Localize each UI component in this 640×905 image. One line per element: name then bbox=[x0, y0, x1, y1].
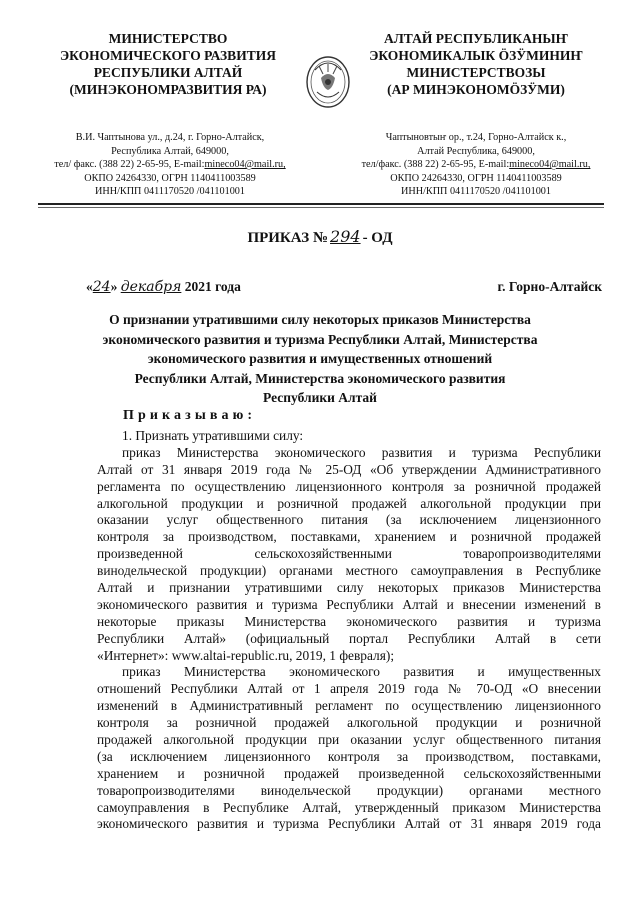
order-date bbox=[86, 279, 241, 295]
address-line: ИНН/КПП 0411170520 /041101001 bbox=[401, 186, 551, 198]
date-month: декабря bbox=[120, 279, 182, 295]
phone-fax: тел/ факс. (388 22) 2-65-95, E-mail: bbox=[54, 159, 205, 171]
body-line: хранением и розничной продажей произведенной сельскохозяйственными bbox=[97, 765, 601, 781]
body-line: регламента по осуществлению лицензионного контроля за розничной продажей bbox=[97, 478, 601, 494]
header-right-line: ЭКОНОМИКАЛЫК ӦЗӰМИНИҤ bbox=[369, 48, 583, 63]
body-line: контроля за производством, поставками, хранением и розничной продажей bbox=[97, 529, 601, 545]
header-left-line: (МИНЭКОНОМРАЗВИТИЯ РА) bbox=[69, 82, 267, 97]
coat-of-arms-emblem bbox=[303, 52, 353, 110]
body-line: винодельческой продукции) органами местного самоуправления в Республике bbox=[97, 563, 601, 579]
address-contact-line bbox=[326, 158, 626, 172]
order-subject bbox=[60, 310, 580, 408]
date-close-quote: » bbox=[110, 279, 118, 294]
header-left-line: ЭКОНОМИЧЕСКОГО РАЗВИТИЯ bbox=[60, 48, 276, 63]
address-line: ОКПО 24264330, ОГРН 1140411003589 bbox=[84, 172, 256, 184]
email-link[interactable]: mineco04@mail.ru, bbox=[509, 159, 591, 171]
address-line: Республика Алтай, 649000, bbox=[111, 145, 229, 157]
header-divider bbox=[38, 203, 604, 205]
header-right-line: АЛТАЙ РЕСПУБЛИКАНЫҤ bbox=[383, 31, 569, 46]
header-left-line: РЕСПУБЛИКИ АЛТАЙ bbox=[93, 65, 243, 80]
body-line: продажей алкогольной продукции при оказании услуг общественного питания bbox=[97, 732, 601, 748]
order-prefix: ПРИКАЗ № bbox=[247, 230, 329, 246]
address-line: ИНН/КПП 0411170520 /041101001 bbox=[95, 186, 245, 198]
body-line: «Интернет»: www.altai-republic.ru, 2019, 1 февраля); bbox=[97, 647, 395, 663]
order-body bbox=[97, 428, 601, 833]
header-divider-thin bbox=[38, 207, 604, 208]
body-line: экономического развития и туризма Республики Алтай и внесении изменений в bbox=[97, 596, 601, 612]
subject-line: Республики Алтай, Министерства экономического развития bbox=[134, 370, 506, 386]
address-line: ОКПО 24264330, ОГРН 1140411003589 bbox=[390, 172, 562, 184]
body-line: отношений Республики Алтай от 1 апреля 2019 года № 70-ОД «О внесении bbox=[97, 681, 601, 697]
body-line: Алтай от 31 января 2019 года № 25-ОД «Об утверждении Административного bbox=[97, 461, 601, 477]
address-contact-line bbox=[20, 158, 320, 172]
order-number: 294 bbox=[330, 227, 361, 246]
header-right-line: МИНИСТЕРСТВОЗЫ bbox=[406, 65, 546, 80]
order-city: г. Горно-Алтайск bbox=[497, 279, 602, 294]
order-suffix: - ОД bbox=[362, 230, 393, 246]
address-line: Алтай Республика, 649000, bbox=[417, 145, 535, 157]
body-line: изменений в Административный регламент по осуществлению лицензионного bbox=[97, 698, 601, 714]
ministry-name-altai bbox=[356, 30, 596, 98]
email-link[interactable]: mineco04@mail.ru, bbox=[204, 159, 286, 171]
body-line: алкогольной продукции и розничной продажей алкогольной продукции при bbox=[97, 495, 601, 511]
address-block-left bbox=[20, 131, 320, 199]
order-title bbox=[0, 227, 640, 247]
body-line: некоторые приказы Министерства экономического развития и туризма bbox=[97, 613, 601, 629]
date-open-quote: « bbox=[86, 279, 93, 294]
header-left-line: МИНИСТЕРСТВО bbox=[108, 31, 228, 46]
address-block-right bbox=[326, 131, 626, 199]
subject-line: экономического развития и туризма Республики Алтай, Министерства bbox=[102, 331, 538, 347]
date-day: 24 bbox=[92, 279, 111, 295]
body-line: (за исключением лицензионного контроля за производством, поставками, bbox=[97, 748, 601, 764]
address-line: В.И. Чаптынова ул., д.24, г. Горно-Алтайск, bbox=[75, 132, 265, 143]
body-line: самоуправления в Республике Алтай, утвержденный приказом Министерства bbox=[97, 799, 601, 815]
date-year: 2021 года bbox=[184, 279, 241, 294]
subject-line: Республики Алтай bbox=[263, 390, 377, 406]
ministry-name-russian bbox=[48, 30, 288, 98]
body-line: приказ Министерства экономического развития и имущественных bbox=[122, 664, 601, 680]
body-line: произведенной сельскохозяйственными товаропроизводителями bbox=[97, 546, 601, 562]
body-line: Республики Алтай» (официальный портал Республики Алтай в сети bbox=[97, 630, 601, 646]
header-right-line: (АР МИНЭКОНОМӦЗӰМИ) bbox=[387, 82, 565, 97]
body-line: контроля за розничной продажей алкогольной продукции и розничной bbox=[97, 715, 601, 731]
address-line: Чаптыновтыҥ ор., т.24, Горно-Алтайск к., bbox=[385, 132, 567, 143]
body-line: экономического развития и туризма Республики Алтай от 31 января 2019 года bbox=[97, 816, 601, 832]
body-line: товаропроизводителями винодельческой продукции) органами местного bbox=[97, 782, 601, 798]
body-line: 1. Признать утратившими силу: bbox=[122, 428, 304, 443]
body-line: приказ Министерства экономического развития и туризма Республики bbox=[122, 444, 601, 460]
subject-line: О признании утратившими силу некоторых приказов Министерства bbox=[109, 312, 531, 327]
body-line: оказании услуг общественного питания (за исключением лицензионного bbox=[97, 512, 601, 528]
subject-line: экономического развития и имущественных отношений bbox=[147, 351, 493, 367]
body-line: Алтай и признании утратившими силу некоторых приказов Министерства bbox=[97, 580, 601, 596]
order-directive-heading: Приказываю: bbox=[123, 408, 257, 423]
phone-fax: тел/факс. (388 22) 2-65-95, E-mail: bbox=[361, 159, 510, 171]
